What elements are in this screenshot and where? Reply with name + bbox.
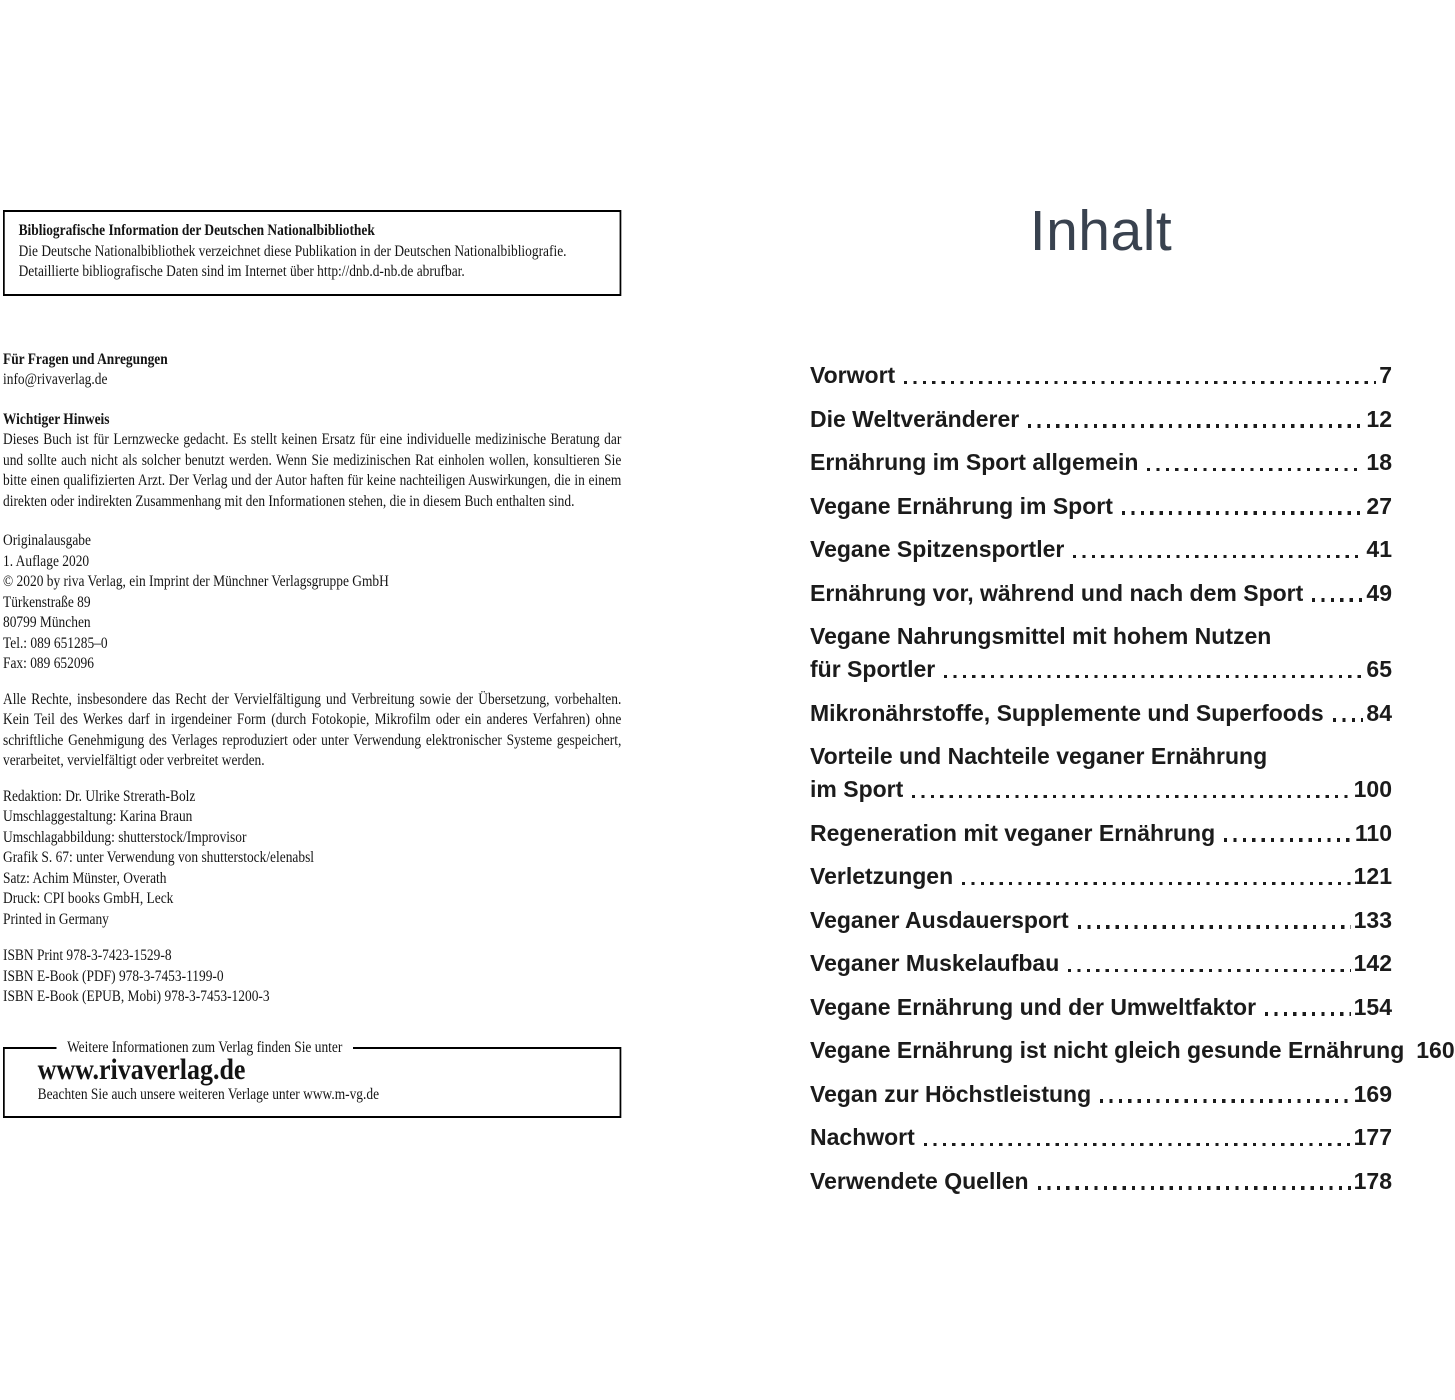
toc-entry-label: Vorteile und Nachteile veganer Ernährung bbox=[810, 743, 1268, 769]
toc-entry-label: Die Weltveränderer bbox=[810, 405, 1020, 432]
dot-leader bbox=[904, 381, 1376, 385]
contents-page bbox=[810, 0, 1455, 1208]
bib-box-text: Die Deutsche Nationalbibliothek verzeichnet diese Publikation in der Deutschen Nationalbibliografie. Detaillierte bibliografische Daten sind im Internet über http://dnb.d-nb.de abrufbar. bbox=[18, 242, 567, 280]
dot-leader bbox=[1073, 555, 1363, 559]
toc-entry-label: Vegane Spitzensportler bbox=[810, 536, 1065, 562]
toc-entry-label: Regeneration mit veganer Ernährung bbox=[810, 819, 1216, 846]
dot-leader bbox=[1078, 925, 1351, 929]
dot-leader bbox=[1312, 598, 1363, 602]
toc-entry[interactable] bbox=[810, 860, 1392, 893]
toc-page-number: 110 bbox=[1354, 819, 1392, 846]
toc-page-number: 154 bbox=[1353, 993, 1392, 1020]
toc-entry-label: im Sport bbox=[810, 776, 904, 802]
credits-line: Umschlaggestaltung: Karina Braun bbox=[3, 808, 193, 825]
toc-entry-label: für Sportler bbox=[810, 656, 936, 682]
bib-box-title: Bibliografische Information der Deutschen Nationalbibliothek bbox=[18, 222, 375, 239]
toc-entry-label: Veganer Muskelaufbau bbox=[810, 950, 1060, 976]
toc-entry[interactable] bbox=[810, 991, 1392, 1024]
isbn-section bbox=[3, 946, 621, 1008]
toc-entry[interactable] bbox=[810, 904, 1392, 937]
credits-section bbox=[3, 787, 621, 931]
toc-page-number: 84 bbox=[1366, 699, 1392, 726]
bibliographic-info-box bbox=[3, 210, 621, 296]
toc-entry[interactable] bbox=[810, 533, 1392, 566]
toc-entry-label: Vegane Ernährung im Sport bbox=[810, 492, 1113, 519]
edition-line: Originalausgabe bbox=[3, 532, 91, 549]
dot-leader bbox=[1028, 424, 1363, 428]
isbn-line: ISBN E-Book (EPUB, Mobi) 978-3-7453-1200-3 bbox=[3, 988, 270, 1005]
edition-line: 1. Auflage 2020 bbox=[3, 552, 90, 570]
toc-page-number: 160 bbox=[1416, 1037, 1455, 1063]
toc-entry[interactable] bbox=[810, 446, 1392, 479]
dot-leader bbox=[1122, 511, 1364, 515]
publisher-note: Beachten Sie auch unsere weiteren Verlage unter www.m-vg.de bbox=[37, 1085, 380, 1103]
credits-line: Printed in Germany bbox=[3, 910, 109, 928]
edition-line: © 2020 by riva Verlag, ein Imprint der Münchner Verlagsgruppe GmbH bbox=[3, 573, 389, 590]
toc-entry-label: Veganer Ausdauersport bbox=[810, 906, 1069, 933]
toc-entry-label: Vorwort bbox=[810, 362, 896, 388]
toc-entry-label: Mikronährstoffe, Supplemente und Superfoods bbox=[810, 699, 1324, 726]
toc-page-number: 100 bbox=[1353, 776, 1392, 802]
toc-entry-label: Vegan zur Höchstleistung bbox=[810, 1080, 1092, 1107]
toc-page-number: 177 bbox=[1353, 1124, 1392, 1150]
toc-entry[interactable] bbox=[810, 1121, 1392, 1154]
toc-page-number: 7 bbox=[1379, 362, 1392, 388]
credits-line: Druck: CPI books GmbH, Leck bbox=[3, 890, 174, 907]
edition-line: 80799 München bbox=[3, 614, 91, 631]
toc-entry-label: Vegane Nahrungsmittel mit hohem Nutzen bbox=[810, 623, 1272, 649]
toc-entry[interactable] bbox=[810, 947, 1392, 980]
toc-entry[interactable] bbox=[810, 403, 1392, 436]
rights-text: Alle Rechte, insbesondere das Recht der Vervielfältigung und Verbreitung sowie der Übersetzung, vorbehalten. Kein Teil des Werkes darf in irgendeiner Form (durch Fotokopie, Mikrofilm oder ein anderes Verfahren) ohne schriftliche Genehmigung des Verlages reproduziert oder unter Verwendung elektronischer Systeme gespeichert, verarbeitet, vervielfältigt oder verbreitet werden. bbox=[3, 690, 622, 769]
contact-email[interactable]: info@rivaverlag.de bbox=[3, 371, 108, 388]
edition-line: Türkenstraße 89 bbox=[3, 593, 91, 611]
dot-leader bbox=[1224, 838, 1352, 842]
dot-leader bbox=[912, 795, 1350, 799]
toc-entry-label: Ernährung im Sport allgemein bbox=[810, 449, 1139, 475]
toc-entry-label: Verletzungen bbox=[810, 863, 954, 889]
dot-leader bbox=[1068, 969, 1350, 973]
credits-line: Satz: Achim Münster, Overath bbox=[3, 869, 167, 887]
dot-leader bbox=[924, 1143, 1351, 1147]
dot-leader bbox=[1265, 1012, 1351, 1016]
toc-page-number: 41 bbox=[1366, 536, 1392, 562]
publisher-url[interactable]: www.rivaverlag.de bbox=[37, 1053, 246, 1086]
publisher-info-box bbox=[3, 1038, 621, 1119]
toc-page-number: 133 bbox=[1353, 906, 1392, 933]
publisher-box-legend: Weitere Informationen zum Verlag finden Sie unter bbox=[67, 1038, 343, 1056]
dot-leader bbox=[1147, 468, 1363, 472]
toc-entry[interactable] bbox=[810, 817, 1392, 850]
toc-entry[interactable] bbox=[810, 740, 1392, 806]
toc-entry-label: Vegane Ernährung ist nicht gleich gesunde Ernährung bbox=[810, 1037, 1405, 1063]
imprint-page bbox=[3, 0, 717, 1118]
edition-line: Fax: 089 652096 bbox=[3, 655, 94, 672]
toc-entry-label: Verwendete Quellen bbox=[810, 1167, 1029, 1194]
toc-page-number: 178 bbox=[1353, 1167, 1392, 1194]
toc-page-number: 27 bbox=[1366, 492, 1392, 519]
toc-page-number: 121 bbox=[1353, 863, 1392, 889]
toc-page-number: 18 bbox=[1366, 449, 1392, 475]
dot-leader bbox=[962, 882, 1350, 886]
dot-leader bbox=[944, 675, 1363, 679]
credits-line: Grafik S. 67: unter Verwendung von shutterstock/elenabsl bbox=[3, 849, 315, 866]
dot-leader bbox=[1333, 718, 1364, 722]
edition-section bbox=[3, 531, 621, 675]
credits-line: Umschlagabbildung: shutterstock/Improvisor bbox=[3, 828, 247, 846]
isbn-line: ISBN E-Book (PDF) 978-3-7453-1199-0 bbox=[3, 967, 224, 985]
toc-page-number: 142 bbox=[1353, 950, 1392, 976]
toc-page-number: 65 bbox=[1366, 656, 1392, 682]
toc-entry-label: Ernährung vor, während und nach dem Sport bbox=[810, 579, 1304, 606]
isbn-line: ISBN Print 978-3-7423-1529-8 bbox=[3, 947, 172, 964]
contact-title: Für Fragen und Anregungen bbox=[3, 350, 168, 368]
contact-section bbox=[3, 350, 621, 391]
toc-list bbox=[810, 359, 1455, 1198]
notice-text: Dieses Buch ist für Lernzwecke gedacht. Es stellt keinen Ersatz für eine individuelle medizinische Beratung dar und sollte auch nicht als solcher benutzt werden. Wenn Sie medizinischen Rat einholen wollen, konsultieren Sie bitte einen qualifizierten Arzt. Der Verlag und der Autor haften für keine nachteiligen Auswirkungen, die in einem direkten oder indirekten Zusammenhang mit den Informationen stehen, die in diesem Buch enthalten sind. bbox=[3, 431, 622, 510]
toc-entry[interactable] bbox=[810, 359, 1392, 392]
toc-entry[interactable] bbox=[810, 490, 1392, 523]
dot-leader bbox=[1100, 1099, 1350, 1103]
dot-leader bbox=[1038, 1186, 1351, 1190]
toc-entry-label: Vegane Ernährung und der Umweltfaktor bbox=[810, 993, 1257, 1020]
toc-page-number: 12 bbox=[1366, 405, 1392, 432]
toc-page-number: 49 bbox=[1366, 579, 1392, 606]
notice-section bbox=[3, 410, 621, 513]
toc-entry[interactable] bbox=[810, 697, 1392, 730]
toc-entry[interactable] bbox=[810, 1078, 1392, 1111]
page-title: Inhalt bbox=[1029, 199, 1173, 263]
toc-entry-label: Nachwort bbox=[810, 1124, 915, 1150]
toc-entry[interactable] bbox=[810, 1034, 1455, 1067]
edition-line: Tel.: 089 651285–0 bbox=[3, 634, 108, 652]
credits-line: Redaktion: Dr. Ulrike Strerath-Bolz bbox=[3, 787, 196, 805]
toc-page-number: 169 bbox=[1353, 1080, 1392, 1107]
toc-entry[interactable] bbox=[810, 1165, 1392, 1198]
toc-entry[interactable] bbox=[810, 620, 1392, 686]
notice-title: Wichtiger Hinweis bbox=[3, 410, 110, 428]
toc-entry[interactable] bbox=[810, 577, 1392, 610]
